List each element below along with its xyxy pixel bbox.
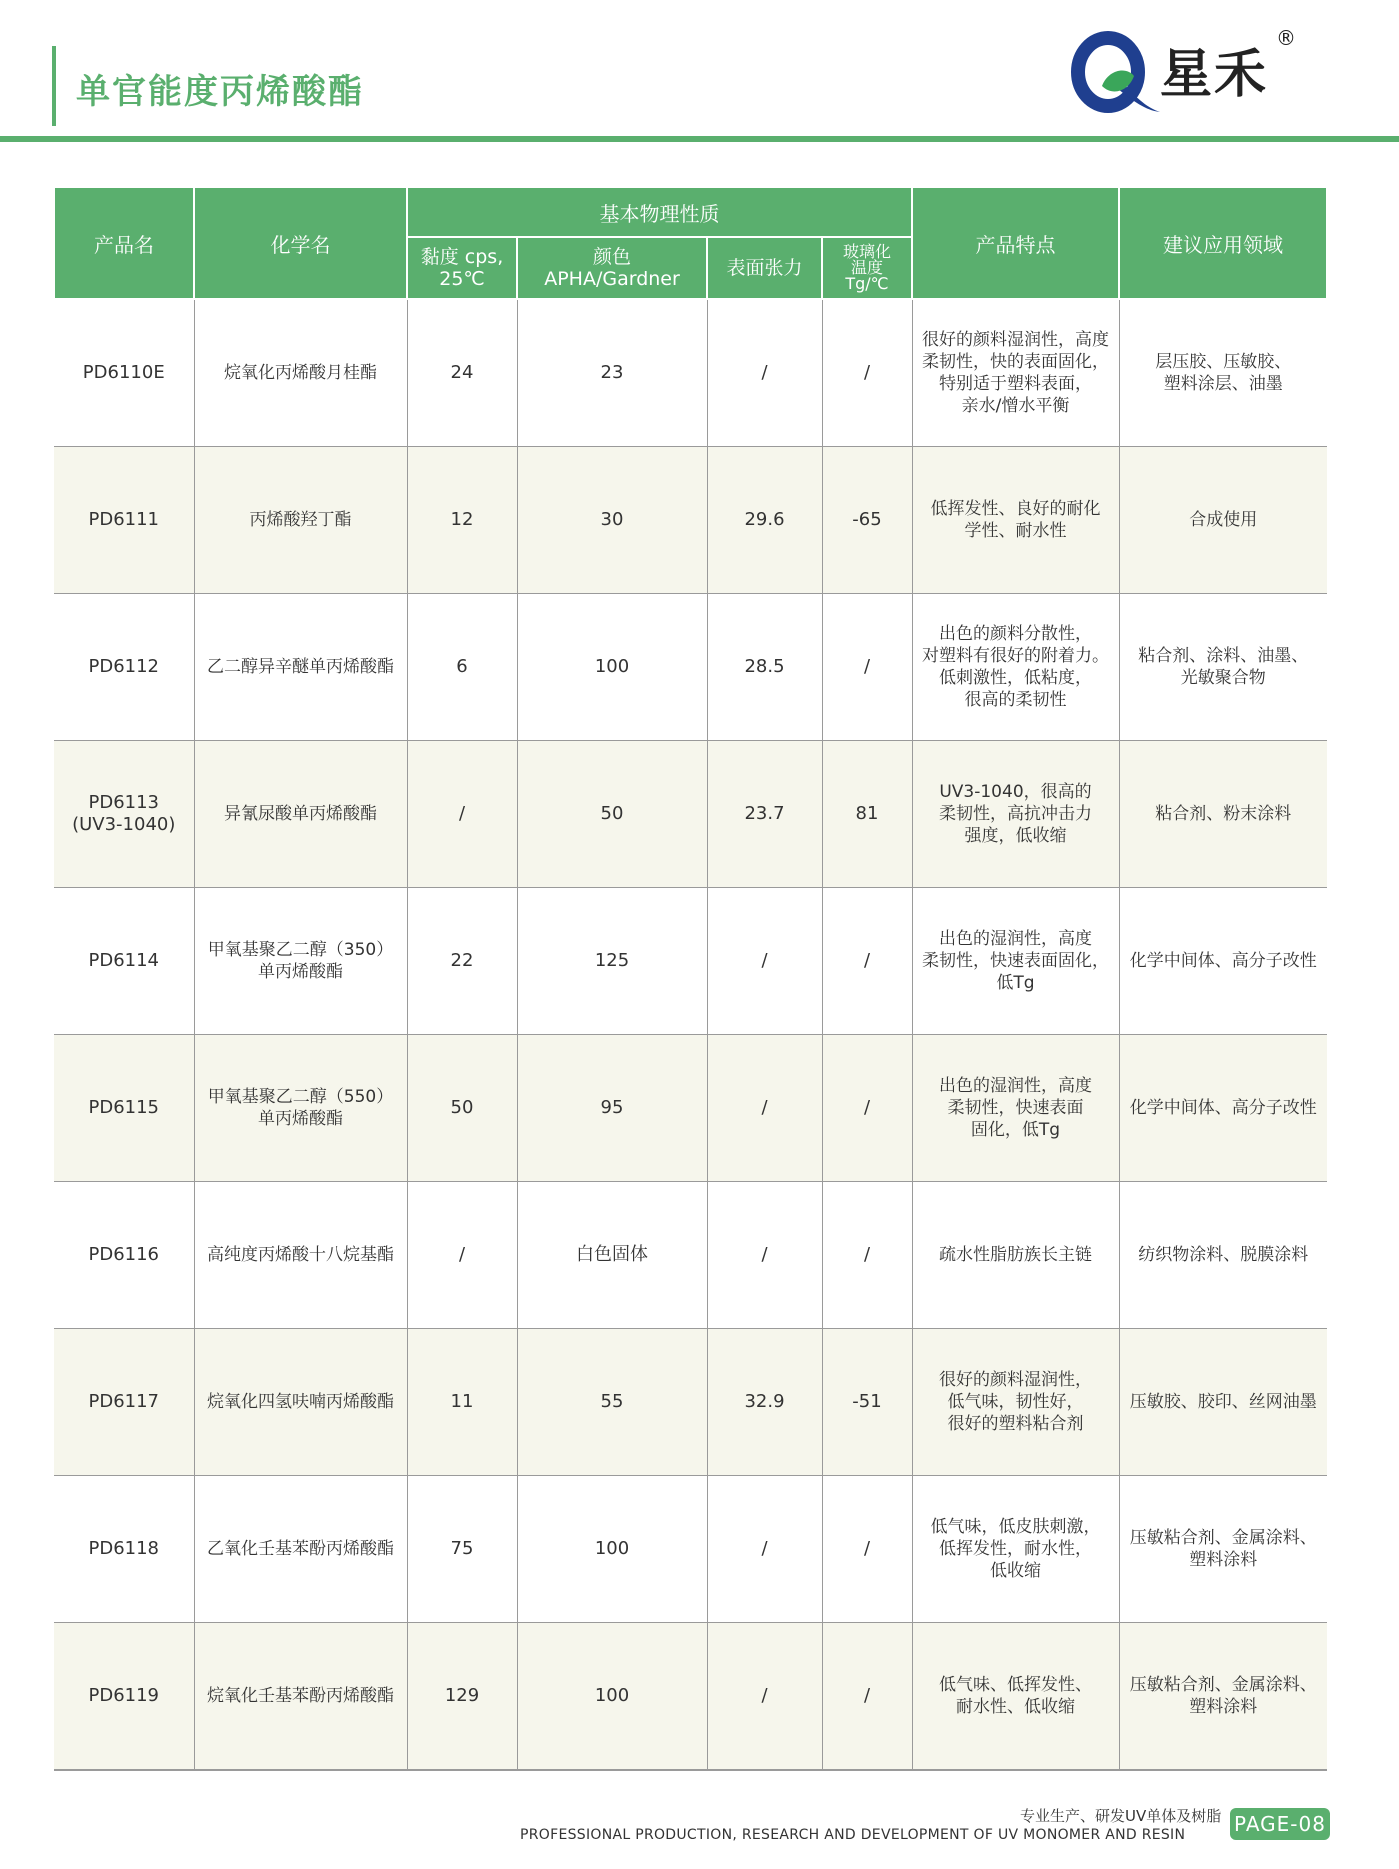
tg-cell-line: / [863,950,871,971]
table-row [54,1182,1327,1329]
features-cell-line: 学性、耐水性 [964,521,1067,541]
applications-cell-line: 粘合剂、粉末涂料 [1155,804,1292,824]
tg-cell-line: / [863,1097,871,1118]
viscosity-cell-line: 24 [450,362,474,383]
surface-tension-cell-line: / [761,1685,768,1706]
color-cell-line: 23 [600,362,624,383]
viscosity-cell-line: / [458,1244,466,1265]
features-cell-line: 疏水性脂肪族长主链 [939,1245,1092,1265]
header-color [517,237,707,299]
viscosity-cell-line: / [458,803,466,824]
product-name-cell [54,594,194,741]
registered-mark: ® [1276,26,1296,50]
product-name-cell-line: PD6110E [82,362,165,383]
features-cell-line: 柔韧性，快的表面固化， [922,352,1109,372]
viscosity-cell [407,594,517,741]
features-cell [912,1035,1119,1182]
table-row [54,447,1327,594]
product-name-cell [54,1623,194,1771]
surface-tension-cell-line: / [761,362,768,383]
surface-tension-cell [707,888,822,1035]
table-row [54,1623,1327,1771]
product-name-cell-line: PD6115 [88,1097,160,1118]
surface-tension-cell-line: / [761,1097,768,1118]
tg-cell [822,888,912,1035]
viscosity-cell-line: 6 [456,656,468,677]
viscosity-cell-line: 12 [450,509,474,530]
header-tg-line3: Tg/℃ [845,274,889,293]
color-cell-line: 100 [594,656,630,677]
features-cell-line: 柔韧性，快速表面固化， [922,951,1109,971]
viscosity-cell [407,1182,517,1329]
features-cell-line: 很高的柔韧性 [964,690,1067,710]
features-cell-line: UV3-1040，很高的 [939,782,1092,802]
table-row [54,594,1327,741]
features-cell-line: 低收缩 [990,1561,1041,1581]
color-cell-line: 95 [600,1097,624,1118]
features-cell-line: 强度，低收缩 [964,826,1067,846]
features-cell [912,1476,1119,1623]
product-name-cell-line: PD6111 [88,509,160,530]
features-cell-line: 固化，低Tg [970,1120,1061,1140]
applications-cell-line: 化学中间体、高分子改性 [1129,951,1317,971]
chemical-name-cell [194,1182,407,1329]
applications-cell-line: 粘合剂、涂料、油墨、 [1138,646,1309,666]
header-applications: 建议应用领域 [1119,187,1327,299]
product-spec-table [53,186,1328,1771]
color-cell [517,299,707,447]
applications-cell [1119,1182,1327,1329]
features-cell-line: 出色的湿润性，高度 [939,929,1092,949]
features-cell-line: 出色的颜料分散性， [939,624,1092,644]
applications-cell-line: 压敏粘合剂、金属涂料、 [1129,1528,1317,1548]
chemical-name-cell-line: 烷氧化四氢呋喃丙烯酸酯 [207,1392,394,1412]
chemical-name-cell [194,1476,407,1623]
chemical-name-cell-line: 单丙烯酸酯 [258,962,343,982]
tg-cell-line: / [863,1538,871,1559]
tg-cell-line: / [863,656,871,677]
features-cell-line: 亲水/憎水平衡 [961,396,1070,416]
color-cell [517,1623,707,1771]
features-cell [912,1182,1119,1329]
features-cell-line: 低挥发性，耐水性， [939,1539,1092,1559]
color-cell [517,888,707,1035]
chemical-name-cell [194,1329,407,1476]
surface-tension-cell [707,1329,822,1476]
header-surface-tension: 表面张力 [707,237,822,299]
features-cell [912,741,1119,888]
footer-slogan-en: PROFESSIONAL PRODUCTION, RESEARCH AND DEVELOPMENT OF UV MONOMER AND RESIN [520,1827,1186,1843]
color-cell [517,1035,707,1182]
footer-slogan-cn: 专业生产、研发UV单体及树脂 [1020,1807,1222,1825]
viscosity-cell [407,741,517,888]
product-name-cell [54,741,194,888]
applications-cell [1119,1623,1327,1771]
header-tg [822,237,912,299]
tg-cell-line: / [863,362,871,383]
chemical-name-cell-line: 丙烯酸羟丁酯 [249,510,352,530]
chemical-name-cell-line: 烷氧化壬基苯酚丙烯酸酯 [207,1686,394,1706]
applications-cell-line: 光敏聚合物 [1180,668,1266,688]
surface-tension-cell [707,1035,822,1182]
surface-tension-cell-line: / [761,1538,768,1559]
applications-cell [1119,299,1327,447]
chemical-name-cell-line: 甲氧基聚乙二醇（350） [207,940,394,960]
features-cell-line: 很好的颜料湿润性， [939,1370,1092,1390]
chemical-name-cell-line: 甲氧基聚乙二醇（550） [207,1087,394,1107]
color-cell [517,1476,707,1623]
header-product: 产品名 [54,187,194,299]
applications-cell-line: 化学中间体、高分子改性 [1129,1098,1317,1118]
chemical-name-cell [194,594,407,741]
header-features: 产品特点 [912,187,1119,299]
chemical-name-cell-line: 烷氧化丙烯酸月桂酯 [224,363,377,383]
page-title: 单官能度丙烯酸酯 [76,72,364,112]
features-cell [912,594,1119,741]
chemical-name-cell [194,888,407,1035]
color-cell [517,594,707,741]
surface-tension-cell-line: 23.7 [744,803,785,824]
chemical-name-cell [194,299,407,447]
viscosity-cell-line: 11 [450,1391,474,1412]
color-cell-line: 100 [594,1685,630,1706]
product-name-cell-line: (UV3-1040) [72,814,176,835]
table-row [54,741,1327,888]
product-name-cell-line: PD6114 [88,950,160,971]
header-color-line1: 颜色 [592,246,631,268]
features-cell-line: 很好的颜料湿润性，高度 [922,330,1109,350]
chemical-name-cell-line: 高纯度丙烯酸十八烷基酯 [207,1245,394,1265]
features-cell [912,888,1119,1035]
features-cell-line: 出色的湿润性，高度 [939,1076,1092,1096]
applications-cell [1119,741,1327,888]
product-name-cell-line: PD6116 [88,1244,160,1265]
product-name-cell [54,1182,194,1329]
features-cell [912,299,1119,447]
chemical-name-cell [194,1035,407,1182]
tg-cell [822,299,912,447]
tg-cell [822,1623,912,1771]
applications-cell-line: 合成使用 [1189,510,1258,530]
applications-cell [1119,447,1327,594]
viscosity-cell [407,1035,517,1182]
table-body [54,299,1327,1770]
tg-cell [822,594,912,741]
color-cell [517,741,707,888]
viscosity-cell [407,1476,517,1623]
viscosity-cell-line: 75 [450,1538,474,1559]
viscosity-cell-line: 129 [444,1685,480,1706]
color-cell-line: 55 [600,1391,624,1412]
chemical-name-cell-line: 乙二醇异辛醚单丙烯酸酯 [207,657,394,677]
viscosity-cell [407,1329,517,1476]
color-cell [517,1182,707,1329]
brand-name: 星禾 [1160,44,1269,105]
applications-cell-line: 塑料涂料 [1189,1550,1258,1570]
table-row [54,888,1327,1035]
features-cell [912,1329,1119,1476]
surface-tension-cell [707,1182,822,1329]
viscosity-cell [407,447,517,594]
features-cell-line: 低Tg [996,973,1035,993]
surface-tension-cell [707,1476,822,1623]
header-physical-group: 基本物理性质 [407,187,912,237]
surface-tension-cell-line: / [761,950,768,971]
features-cell-line: 低气味，低皮肤刺激， [930,1517,1101,1537]
header-viscosity-line2: 25℃ [439,268,485,290]
table-row [54,1329,1327,1476]
header-color-line2: APHA/Gardner [544,268,680,290]
features-cell-line: 特别适于塑料表面， [939,374,1092,394]
surface-tension-cell-line: / [761,1244,768,1265]
header-divider [0,136,1399,142]
page-number-badge: PAGE-08 [1230,1808,1330,1840]
features-cell-line: 柔韧性，高抗冲击力 [939,804,1092,824]
color-cell-line: 125 [594,950,630,971]
tg-cell-line: -65 [852,509,882,530]
color-cell-line: 30 [600,509,624,530]
tg-cell [822,741,912,888]
header-tg-line2: 温度 [850,258,883,277]
applications-cell [1119,1476,1327,1623]
surface-tension-cell [707,741,822,888]
header-viscosity-line1: 黏度 cps, [420,246,504,268]
table-row [54,1035,1327,1182]
header-viscosity [407,237,517,299]
applications-cell [1119,888,1327,1035]
product-name-cell-line: PD6117 [88,1391,160,1412]
product-name-cell [54,447,194,594]
applications-cell-line: 压敏胶、胶印、丝网油墨 [1129,1392,1317,1412]
viscosity-cell-line: 50 [450,1097,474,1118]
color-cell-line: 白色固体 [576,1244,648,1265]
product-name-cell [54,1329,194,1476]
surface-tension-cell [707,594,822,741]
applications-cell [1119,1329,1327,1476]
chemical-name-cell-line: 异氰尿酸单丙烯酸酯 [224,804,377,824]
surface-tension-cell-line: 32.9 [744,1391,785,1412]
color-cell [517,1329,707,1476]
features-cell-line: 耐水性、低收缩 [956,1697,1075,1717]
features-cell-line: 很好的塑料粘合剂 [947,1414,1084,1434]
tg-cell [822,1329,912,1476]
product-name-cell-line: PD6113 [88,792,160,813]
surface-tension-cell [707,299,822,447]
applications-cell [1119,594,1327,741]
features-cell [912,447,1119,594]
viscosity-cell [407,888,517,1035]
tg-cell [822,1035,912,1182]
features-cell-line: 柔韧性，快速表面 [947,1098,1084,1118]
product-name-cell-line: PD6112 [88,656,160,677]
tg-cell-line: 81 [855,803,879,824]
chemical-name-cell [194,1623,407,1771]
color-cell-line: 50 [600,803,624,824]
tg-cell [822,447,912,594]
applications-cell [1119,1035,1327,1182]
table-row [54,1476,1327,1623]
applications-cell-line: 压敏粘合剂、金属涂料、 [1129,1675,1317,1695]
viscosity-cell [407,1623,517,1771]
surface-tension-cell-line: 29.6 [744,509,785,530]
chemical-name-cell-line: 单丙烯酸酯 [258,1109,343,1129]
tg-cell [822,1476,912,1623]
viscosity-cell-line: 22 [450,950,474,971]
product-name-cell [54,299,194,447]
tg-cell-line: / [863,1244,871,1265]
color-cell [517,447,707,594]
chemical-name-cell [194,741,407,888]
applications-cell-line: 塑料涂层、油墨 [1163,374,1283,394]
product-name-cell [54,888,194,1035]
color-cell-line: 100 [594,1538,630,1559]
features-cell-line: 低气味、低挥发性、 [939,1675,1092,1695]
chemical-name-cell [194,447,407,594]
features-cell-line: 对塑料有很好的附着力。 [922,646,1109,666]
title-accent-bar [52,46,56,126]
header-chemical: 化学名 [194,187,407,299]
product-name-cell [54,1476,194,1623]
features-cell-line: 低气味，韧性好， [947,1392,1084,1412]
surface-tension-cell [707,447,822,594]
product-name-cell [54,1035,194,1182]
applications-cell-line: 塑料涂料 [1189,1697,1258,1717]
header-tg-line1: 玻璃化 [842,242,891,261]
features-cell-line: 低刺激性，低粘度， [939,668,1092,688]
chemical-name-cell-line: 乙氧化壬基苯酚丙烯酸酯 [207,1539,394,1559]
surface-tension-cell [707,1623,822,1771]
tg-cell-line: / [863,1685,871,1706]
product-name-cell-line: PD6119 [88,1685,160,1706]
features-cell-line: 低挥发性、良好的耐化 [930,499,1101,519]
applications-cell-line: 层压胶、压敏胶、 [1155,352,1292,372]
features-cell [912,1623,1119,1771]
table-row [54,299,1327,447]
product-name-cell-line: PD6118 [88,1538,160,1559]
surface-tension-cell-line: 28.5 [744,656,785,677]
tg-cell-line: -51 [852,1391,882,1412]
tg-cell [822,1182,912,1329]
applications-cell-line: 纺织物涂料、脱膜涂料 [1138,1245,1309,1265]
viscosity-cell [407,299,517,447]
